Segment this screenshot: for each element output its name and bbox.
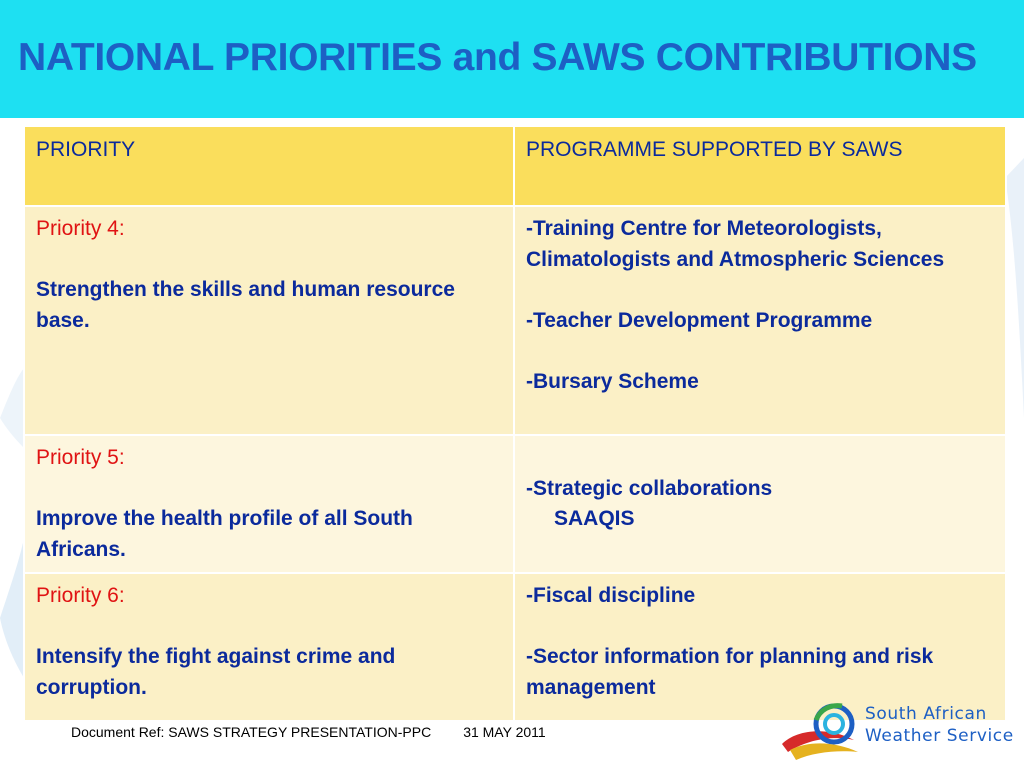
logo-text bbox=[865, 703, 1014, 747]
header-banner bbox=[0, 0, 1024, 118]
priority-text: Improve the health profile of all South Africans. bbox=[36, 507, 413, 561]
document-date: 31 MAY 2011 bbox=[463, 724, 546, 740]
header-priority: PRIORITY bbox=[24, 126, 514, 206]
priority-label: Priority 4: bbox=[36, 217, 125, 240]
priority-text: Intensify the fight against crime and corruption. bbox=[36, 645, 396, 699]
programme-item: SAAQIS bbox=[554, 507, 635, 530]
table-row bbox=[24, 206, 1006, 435]
programme-cell bbox=[514, 573, 1006, 721]
table-row bbox=[24, 573, 1006, 721]
logo-line-1: South African bbox=[865, 704, 987, 724]
priority-text: Strengthen the skills and human resource base. bbox=[36, 278, 455, 332]
programme-item: -Bursary Scheme bbox=[526, 369, 699, 393]
logo-line-2: Weather Service bbox=[865, 726, 1014, 746]
priorities-table bbox=[23, 125, 1007, 722]
priority-cell bbox=[24, 573, 514, 721]
programme-item: -Teacher Development Programme bbox=[526, 308, 873, 332]
priority-label: Priority 6: bbox=[36, 584, 125, 607]
programme-cell bbox=[514, 435, 1006, 573]
priority-cell bbox=[24, 435, 514, 573]
page-title: NATIONAL PRIORITIES and SAWS CONTRIBUTIONS bbox=[18, 36, 977, 79]
footer bbox=[71, 724, 546, 740]
header-programme: PROGRAMME SUPPORTED BY SAWS bbox=[514, 126, 1006, 206]
programme-item: -Sector information for planning and risk management bbox=[526, 645, 934, 699]
table-row bbox=[24, 435, 1006, 573]
programme-cell bbox=[514, 206, 1006, 435]
priority-cell bbox=[24, 206, 514, 435]
table-header-row bbox=[24, 126, 1006, 206]
programme-item: -Strategic collaborations bbox=[526, 476, 773, 500]
document-ref: Document Ref: SAWS STRATEGY PRESENTATION-PPC bbox=[71, 724, 432, 740]
priority-label: Priority 5: bbox=[36, 446, 125, 469]
programme-item: -Training Centre for Meteorologists, Climatologists and Atmospheric Sciences bbox=[526, 217, 945, 271]
programme-item: -Fiscal discipline bbox=[526, 584, 696, 607]
